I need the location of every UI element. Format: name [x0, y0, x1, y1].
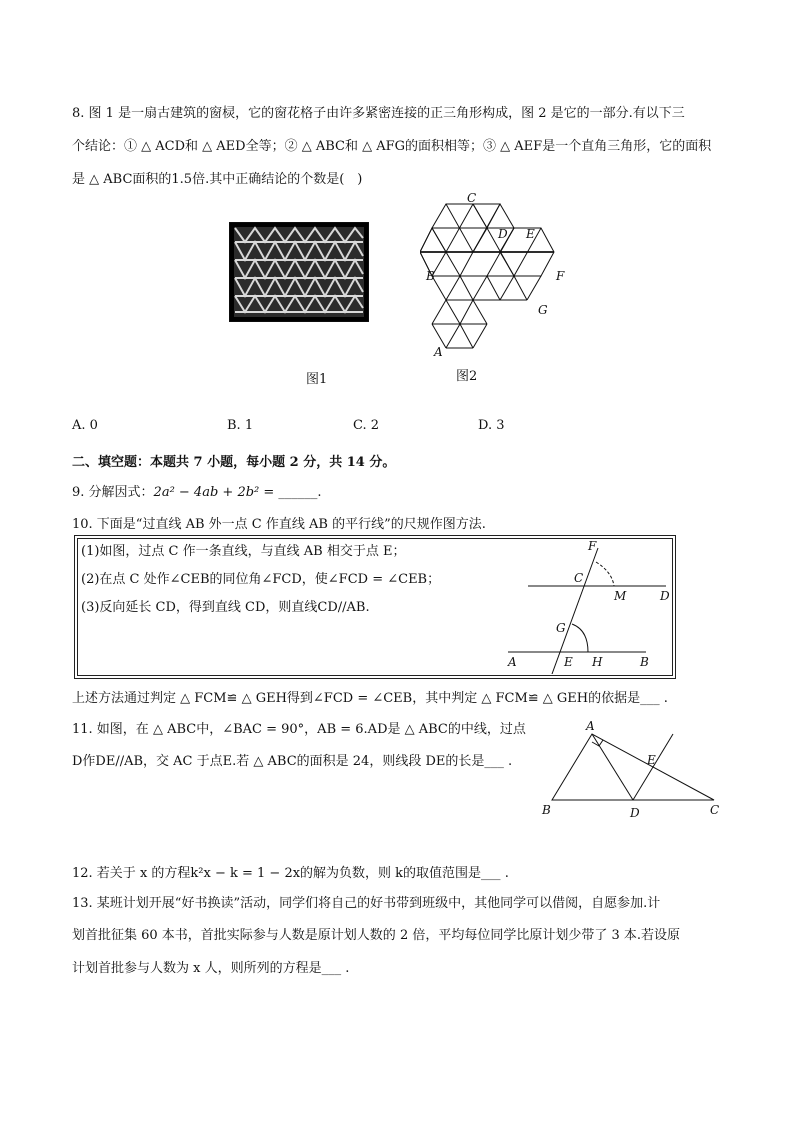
figure-1-lattice-image	[229, 222, 369, 322]
q9-line	[72, 481, 322, 500]
q9-prefix: 9. 分解因式：	[72, 485, 154, 500]
q10-label-G: G	[556, 621, 566, 635]
q10-steps-box	[74, 535, 676, 679]
q8-line-3: 是 △ ABC面积的1.5倍.其中正确结论的个数是( )	[72, 172, 363, 187]
q8-line-1: 8. 图 1 是一扇古建筑的窗棂，它的窗花格子由许多紧密连接的正三角形构成，图 2 是它的一部分.有以下三	[72, 106, 685, 121]
fig2-label-D: D	[498, 227, 508, 241]
figure-1-caption: 图1	[306, 372, 328, 387]
q10-step-2: (2)在点 C 处作∠CEB的同位角∠FCD，使∠FCD = ∠CEB；	[81, 572, 441, 587]
q12-line: 12. 若关于 x 的方程k²x − k = 1 − 2x的解为负数，则 k的取值范围是___ .	[72, 866, 509, 881]
section-2-heading: 二、填空题：本题共 7 小题，每小题 2 分，共 14 分。	[72, 455, 396, 470]
fig2-label-C: C	[467, 191, 477, 205]
q8-line-2: 个结论：① △ ACD和 △ AED全等；② △ ABC和 △ AFG的面积相等；③ △ AEF是一个直角三角形，它的面积	[72, 139, 712, 154]
q13-line-1: 13. 某班计划开展“好书换读”活动，同学们将自己的好书带到班级中，其他同学可以借阅，自愿参加.计	[72, 896, 661, 911]
q10-construction-figure	[500, 538, 672, 674]
q10-label-B: B	[640, 655, 649, 669]
q9-blank: ______.	[278, 485, 322, 500]
fig2-label-F: F	[556, 269, 565, 283]
q10-label-C: C	[574, 571, 584, 585]
fig2-label-B: B	[426, 269, 435, 283]
q10-label-E: E	[564, 655, 573, 669]
q10-label-A: A	[508, 655, 517, 669]
q8-option-a: A. 0	[72, 418, 98, 433]
q10-label-H: H	[592, 655, 603, 669]
q11-triangle-figure	[538, 716, 728, 820]
q11-label-A: A	[586, 719, 595, 733]
q8-option-c: C. 2	[353, 418, 380, 433]
q11-label-C: C	[710, 803, 720, 817]
fig2-label-E: E	[526, 227, 535, 241]
q13-line-2: 划首批征集 60 本书，首批实际参与人数是原计划人数的 2 倍，平均每位同学比原计划少带了 3 本.若设原	[72, 928, 681, 943]
q8-option-b: B. 1	[227, 418, 254, 433]
q11-label-E: E	[647, 753, 656, 767]
q10-intro: 10. 下面是“过直线 AB 外一点 C 作直线 AB 的平行线”的尺规作图方法.	[72, 517, 486, 532]
fig2-label-G: G	[538, 303, 548, 317]
figure-2-triangle-grid	[420, 188, 570, 360]
q9-expression: 2a² − 4ab + 2b² =	[153, 485, 275, 500]
q10-label-M: M	[614, 589, 627, 603]
q10-conclusion: 上述方法通过判定 △ FCM≌ △ GEH得到∠FCD = ∠CEB，其中判定 △ FCM≌ △ GEH的依据是___ .	[72, 691, 668, 706]
figure-2-caption: 图2	[456, 369, 478, 384]
q11-line-2: D作DE//AB，交 AC 于点E.若 △ ABC的面积是 24，则线段 DE的长是___ .	[72, 754, 513, 769]
q11-line-1: 11. 如图，在 △ ABC中，∠BAC = 90°，AB = 6.AD是 △ ABC的中线，过点	[72, 722, 526, 737]
q8-option-d: D. 3	[478, 418, 505, 433]
fig2-label-A: A	[434, 345, 443, 359]
q11-label-B: B	[542, 803, 551, 817]
q10-step-1: (1)如图，过点 C 作一条直线，与直线 AB 相交于点 E；	[81, 544, 406, 559]
q10-label-F: F	[588, 539, 597, 553]
q10-step-3: (3)反向延长 CD，得到直线 CD，则直线CD//AB.	[81, 600, 370, 615]
q11-label-D: D	[630, 806, 640, 820]
q13-line-3: 计划首批参与人数为 x 人，则所列的方程是___ .	[72, 961, 350, 976]
q10-label-D: D	[660, 589, 670, 603]
